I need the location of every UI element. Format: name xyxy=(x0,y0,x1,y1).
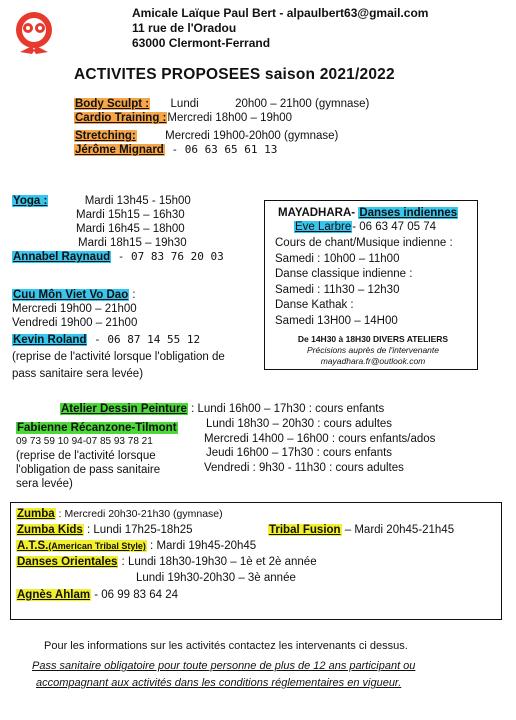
dessin-slot-4: Jeudi 16h00 – 17h30 : cours enfants xyxy=(206,447,393,459)
fitness-contact-name: Jérôme Mignard xyxy=(75,144,164,156)
ats-time: : Mardi 19h45-20h45 xyxy=(146,540,257,552)
amicale-logo xyxy=(10,8,58,58)
dance-contact xyxy=(16,587,317,603)
mayadhara-line-1: Cours de chant/Musique indienne : xyxy=(275,237,453,249)
body-sculpt-row xyxy=(74,97,369,111)
footer-pass-2: accompagnant aux activités dans les conditions réglementaires en vigueur. xyxy=(36,677,402,689)
dessin-slot-5: Vendredi : 9h30 - 11h30 : cours adultes xyxy=(204,461,404,474)
mayadhara-line-5: Danse Kathak : xyxy=(275,299,354,311)
ats-label-sub: (American Tribal Style) xyxy=(48,541,146,551)
dessin-slots xyxy=(60,402,384,416)
body-sculpt-day: Lundi xyxy=(170,98,199,110)
mayadhara-line-6: Samedi 13H00 – 14H00 xyxy=(275,314,398,327)
body-sculpt-time: 20h00 – 21h00 (gymnase) xyxy=(235,98,370,110)
dessin-note-3: sera levée) xyxy=(16,478,73,490)
viet-slot-1: Mercredi 19h00 – 21h00 xyxy=(12,303,137,315)
header xyxy=(132,6,428,51)
tribal-row xyxy=(268,522,454,538)
dessin-contact-block xyxy=(16,421,178,491)
yoga-label: Yoga : xyxy=(13,195,48,207)
yoga-contact-phone: - 07 83 76 20 03 xyxy=(111,250,224,263)
stretching-time: Mercredi 19h00-20h00 (gymnase) xyxy=(165,130,339,142)
cardio-time: Mercredi 18h00 – 19h00 xyxy=(167,112,293,124)
orient-time-1: : Lundi 18h30-19h30 – 1è et 2è année xyxy=(118,556,317,568)
mayadhara-email: mayadhara.fr@outlook.com xyxy=(320,356,426,366)
tribal-label: Tribal Fusion xyxy=(269,524,341,536)
yoga-slot-4: Mardi 18h15 – 19h30 xyxy=(78,237,187,249)
mayadhara-title: MAYADHARA- xyxy=(278,207,356,219)
mayadhara-line-2: Samedi : 10h00 – 11h00 xyxy=(275,252,400,265)
dessin-note-2: l'obligation de pass sanitaire xyxy=(16,464,161,476)
viet-contact-phone: - 06 87 14 55 12 xyxy=(87,333,201,346)
viet-note-1: (reprise de l'activité lorsque l'obligation de xyxy=(12,351,225,363)
footer-info: Pour les informations sur les activités contactez les intervenants ci dessus. xyxy=(44,640,408,652)
dessin-contact-name: Fabienne Récanzone-Tilmont xyxy=(17,422,177,434)
dance-contact-phone: - 06 99 83 64 24 xyxy=(91,589,179,601)
fitness-contact-phone: - 06 63 65 61 13 xyxy=(164,143,278,156)
footer-pass-1: Pass sanitaire obligatoire pour toute personne de plus de 12 ans participant ou xyxy=(32,660,416,672)
city-address: 63000 Clermont-Ferrand xyxy=(132,36,271,50)
fitness-contact xyxy=(74,143,369,157)
dessin-note-1: (reprise de l'activité lorsque xyxy=(16,450,156,462)
yoga-contact xyxy=(12,250,224,264)
dessin-slot-2: Lundi 18h30 – 20h30 : cours adultes xyxy=(206,418,393,430)
orient-row-1 xyxy=(16,554,317,570)
stretching-row xyxy=(74,129,369,143)
mayadhara-contact-name: Eve Larbre xyxy=(295,221,352,233)
logo-graphic xyxy=(10,8,58,58)
viet-colon: : xyxy=(129,289,136,301)
org-name: Amicale Laïque Paul Bert - alpaulbert63@gmail.com xyxy=(132,6,429,20)
mayadhara-ateliers: De 14H30 à 18H30 DIVERS ATELIERS xyxy=(297,334,449,344)
viet-contact xyxy=(12,333,225,347)
dessin-label: Atelier Dessin Peinture xyxy=(61,403,187,415)
yoga-section xyxy=(12,194,224,264)
yoga-slot-2: Mardi 15h15 – 16h30 xyxy=(76,209,185,221)
viet-slot-2: Vendredi 19h00 – 21h00 xyxy=(12,317,138,329)
mayadhara-line-3: Danse classique indienne : xyxy=(275,268,413,280)
dessin-slots-more xyxy=(206,417,435,475)
mayadhara-contact-phone: - 06 63 47 05 74 xyxy=(352,221,437,233)
viet-note-2: pass sanitaire sera levée) xyxy=(12,368,144,380)
cardio-label: Cardio Training : xyxy=(75,112,167,124)
yoga-contact-name: Annabel Raynaud xyxy=(13,251,111,263)
zumba-row xyxy=(16,506,317,522)
mayadhara-line-4: Samedi : 11h30 – 12h30 xyxy=(275,283,400,296)
viet-section xyxy=(12,288,225,381)
zumba-time: : Mercredi 20h30-21h30 (gymnase) xyxy=(55,508,223,520)
cardio-row xyxy=(74,111,369,125)
ats-label-main: A.T.S. xyxy=(17,540,49,552)
dance-contact-name: Agnès Ahlam xyxy=(17,589,91,601)
dessin-slot-3: Mercredi 14h00 – 16h00 : cours enfants/ados xyxy=(204,432,436,445)
dance-section xyxy=(16,506,317,603)
stretching-label: Stretching: xyxy=(75,130,136,142)
yoga-slot-3: Mardi 16h45 – 18h00 xyxy=(76,223,185,235)
dessin-contact-phone: 09 73 59 10 94-07 85 93 78 21 xyxy=(16,436,153,447)
street-address: 11 rue de l'Oradou xyxy=(132,21,237,35)
mayadhara-danses: Danses indiennes xyxy=(359,207,458,219)
mayadhara-section xyxy=(275,206,468,367)
mayadhara-precisions: Précisions auprès de l'intervenante xyxy=(306,345,440,355)
orient-time-2: Lundi 19h30-20h30 – 3è année xyxy=(136,572,296,584)
ats-label xyxy=(16,540,147,552)
yoga-slot-1: Mardi 13h45 - 15h00 xyxy=(84,195,191,207)
ats-row xyxy=(16,538,317,554)
page-title: ACTIVITES PROPOSEES saison 2021/2022 xyxy=(74,66,395,83)
fitness-section xyxy=(74,97,369,157)
zumba-label: Zumba xyxy=(17,508,55,520)
zumba-kids-time: : Lundi 17h25-18h25 xyxy=(83,524,193,536)
tribal-time: – Mardi 20h45-21h45 xyxy=(341,524,455,536)
body-sculpt-label: Body Sculpt : xyxy=(75,98,150,110)
dessin-slot-1: : Lundi 16h00 – 17h30 : cours enfants xyxy=(191,403,385,415)
viet-contact-name: Kevin Roland xyxy=(13,334,87,346)
orient-label: Danses Orientales xyxy=(17,556,118,568)
zumba-kids-label: Zumba Kids xyxy=(17,524,83,536)
viet-label: Cuu Môn Viet Vo Dao xyxy=(13,289,129,301)
yoga-row-1 xyxy=(12,194,224,208)
